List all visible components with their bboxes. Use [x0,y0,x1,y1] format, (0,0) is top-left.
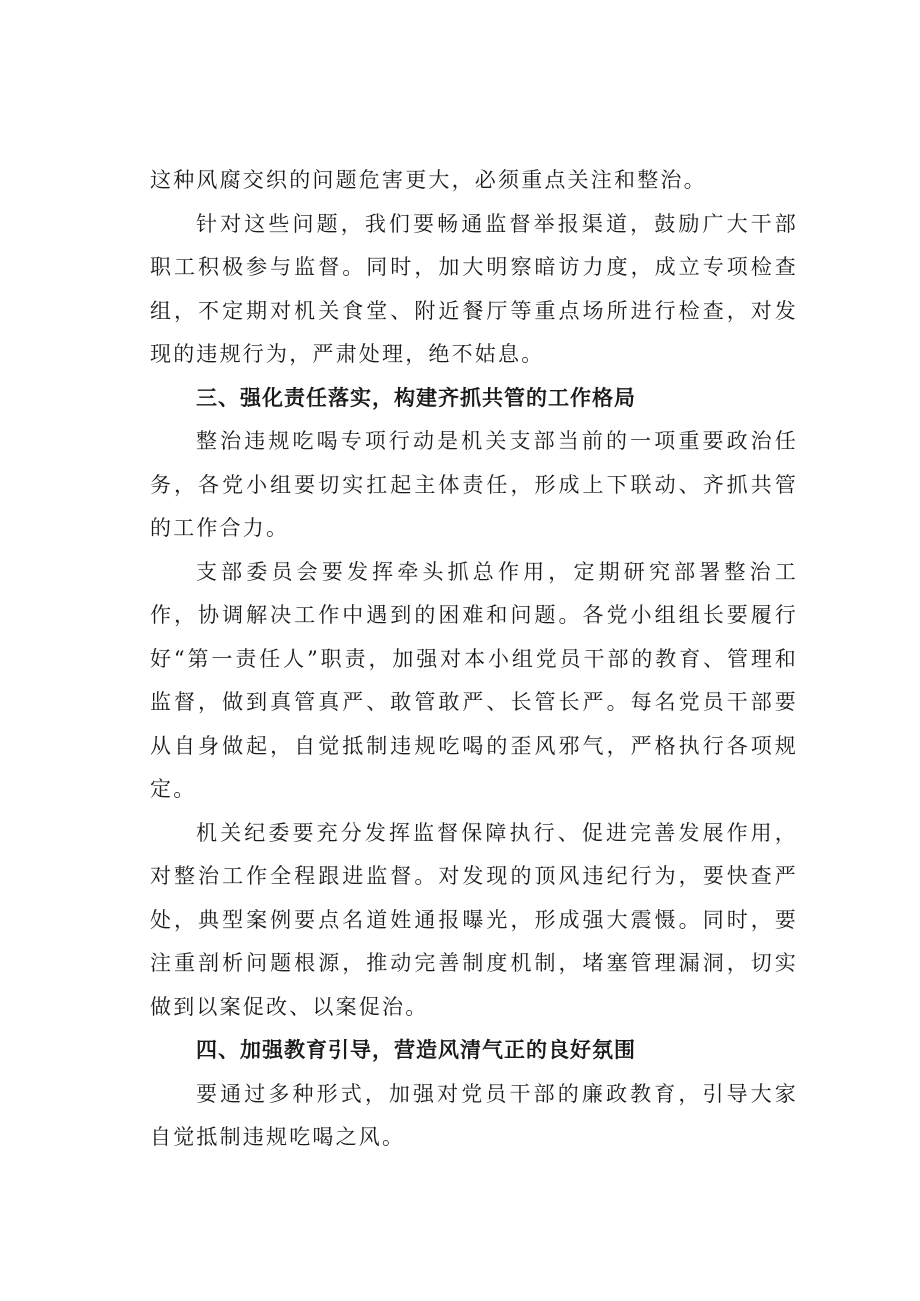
paragraph: 支部委员会要发挥牵头抓总作用，定期研究部署整治工作，协调解决工作中遇到的困难和问题。各党小组组长要履行好“第一责任人”职责，加强对本小组党员干部的教育、管理和监督，做到真管真严、敢管敢严、长管长严。每名党员干部要从自身做起，自觉抵制违规吃喝的歪风邪气，严格执行各项规定。 [150,559,798,801]
paragraph-continuation: 这种风腐交织的问题危害更大，必须重点关注和整治。 [150,168,707,192]
document-body [150,159,798,1160]
paragraph: 针对这些问题，我们要畅通监督举报渠道，鼓励广大干部职工积极参与监督。同时，加大明察暗访力度，成立专项检查组，不定期对机关食堂、附近餐厅等重点场所进行检查，对发现的违规行为，严肃处理，绝不姑息。 [150,211,798,366]
section-heading-3: 三、强化责任落实，构建齐抓共管的工作格局 [196,385,636,410]
paragraph: 要通过多种形式，加强对党员干部的廉政教育，引导大家自觉抵制违规吃喝之风。 [150,1081,798,1149]
section-heading-4: 四、加强教育引导，营造风清气正的良好氛围 [196,1038,636,1062]
paragraph: 整治违规吃喝专项行动是机关支部当前的一项重要政治任务，各党小组要切实扛起主体责任，形成上下联动、齐抓共管的工作合力。 [150,429,798,540]
paragraph: 机关纪委要充分发挥监督保障执行、促进完善发展作用，对整治工作全程跟进监督。对发现的顶风违纪行为，要快查严处，典型案例要点名道姓通报曝光，形成强大震慑。同时，要注重剖析问题根源，推动完善制度机制，堵塞管理漏洞，切实做到以案促改、以案促治。 [150,820,798,1019]
